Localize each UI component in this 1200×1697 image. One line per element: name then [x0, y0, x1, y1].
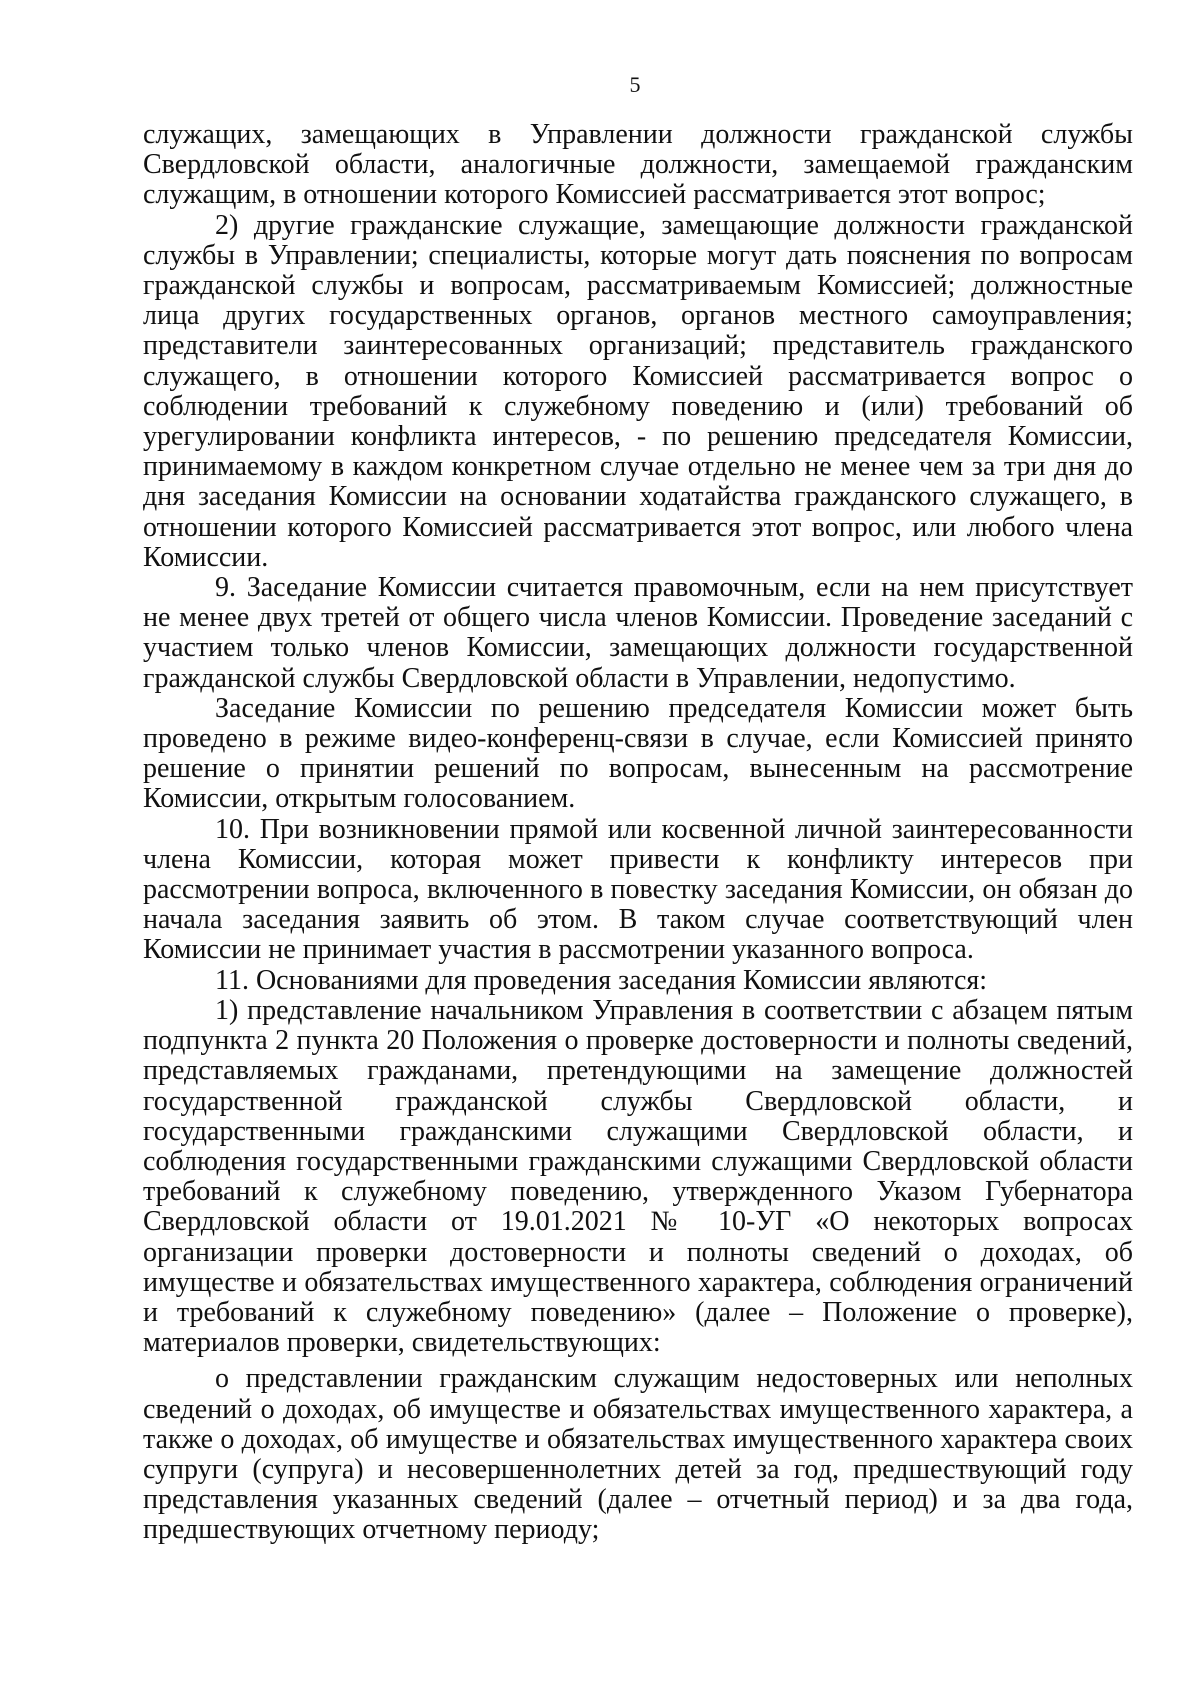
page-number: 5	[629, 72, 641, 97]
paragraph-continuation: служащих, замещающих в Управлении должности гражданской службы Свердловской области, аналогичные должности, замещаемой гражданским служащим, в отношении которого Комиссией рассматривается этот вопрос;	[143, 119, 1133, 211]
paragraph-false-information: о представлении гражданским служащим недостоверных или неполных сведений о доходах, об имуществе и обязательствах имущественного характера, а также о доходах, об имуществе и обязательствах имущественного характера своих супруги (супруга) и несовершеннолетних детей за год, предшествующий году представления указанных сведений (далее – отчетный период) и за два года, предшествующих отчетному периоду;	[143, 1363, 1133, 1546]
paragraph-clause-11-item-1: 1) представление начальником Управления в соответствии с абзацем пятым подпункта 2 пункта 20 Положения о проверке достоверности и полноты сведений, представляемых гражданами, претендующими на замещение должностей государственной гражданской службы Свердловской области, и государственными гражданскими служащими Свердловской области, и соблюдения государственными гражданскими служащими Свердловской области требований к служебному поведению, утвержденного Указом Губернатора Свердловской области от 19.01.2021 № 10-УГ «О некоторых вопросах организации проверки достоверности и полноты сведений о доходах, об имуществе и обязательствах имущественного характера, соблюдения ограничений и требований к служебному поведению» (далее – Положение о проверке), материалов проверки, свидетельствующих:	[143, 994, 1133, 1359]
document-body	[143, 120, 1133, 1546]
paragraph-item-2: 2) другие гражданские служащие, замещающие должности гражданской службы в Управлении; специалисты, которые могут дать пояснения по вопросам гражданской службы и вопросам, рассматриваемым Комиссией; должностные лица других государственных органов, органов местного самоуправления; представители заинтересованных организаций; представитель гражданского служащего, в отношении которого Комиссией рассматривается вопрос о соблюдении требований к служебному поведению и (или) требований об урегулировании конфликта интересов, - по решению председателя Комиссии, принимаемому в каждом конкретном случае отдельно не менее чем за три дня до дня заседания Комиссии на основании ходатайства гражданского служащего, в отношении которого Комиссией рассматривается этот вопрос, или любого члена Комиссии.	[143, 209, 1133, 573]
paragraph-clause-11: 11. Основаниями для проведения заседания Комиссии являются:	[215, 964, 988, 996]
paragraph-videoconference: Заседание Комиссии по решению председателя Комиссии может быть проведено в режиме видео-конференц-связи в случае, если Комиссией принято решение о принятии решений по вопросам, вынесенным на рассмотрение Комиссии, открытым голосованием.	[143, 692, 1133, 815]
paragraph-clause-10: 10. При возникновении прямой или косвенной личной заинтересованности члена Комиссии, которая может привести к конфликту интересов при рассмотрении вопроса, включенного в повестку заседания Комиссии, он обязан до начала заседания заявить об этом. В таком случае соответствующий член Комиссии не принимает участия в рассмотрении указанного вопроса.	[143, 813, 1133, 966]
paragraph-clause-9: 9. Заседание Комиссии считается правомочным, если на нем присутствует не менее двух третей от общего числа членов Комиссии. Проведение заседаний с участием только членов Комиссии, замещающих должности государственной гражданской службы Свердловской области в Управлении, недопустимо.	[143, 572, 1133, 694]
